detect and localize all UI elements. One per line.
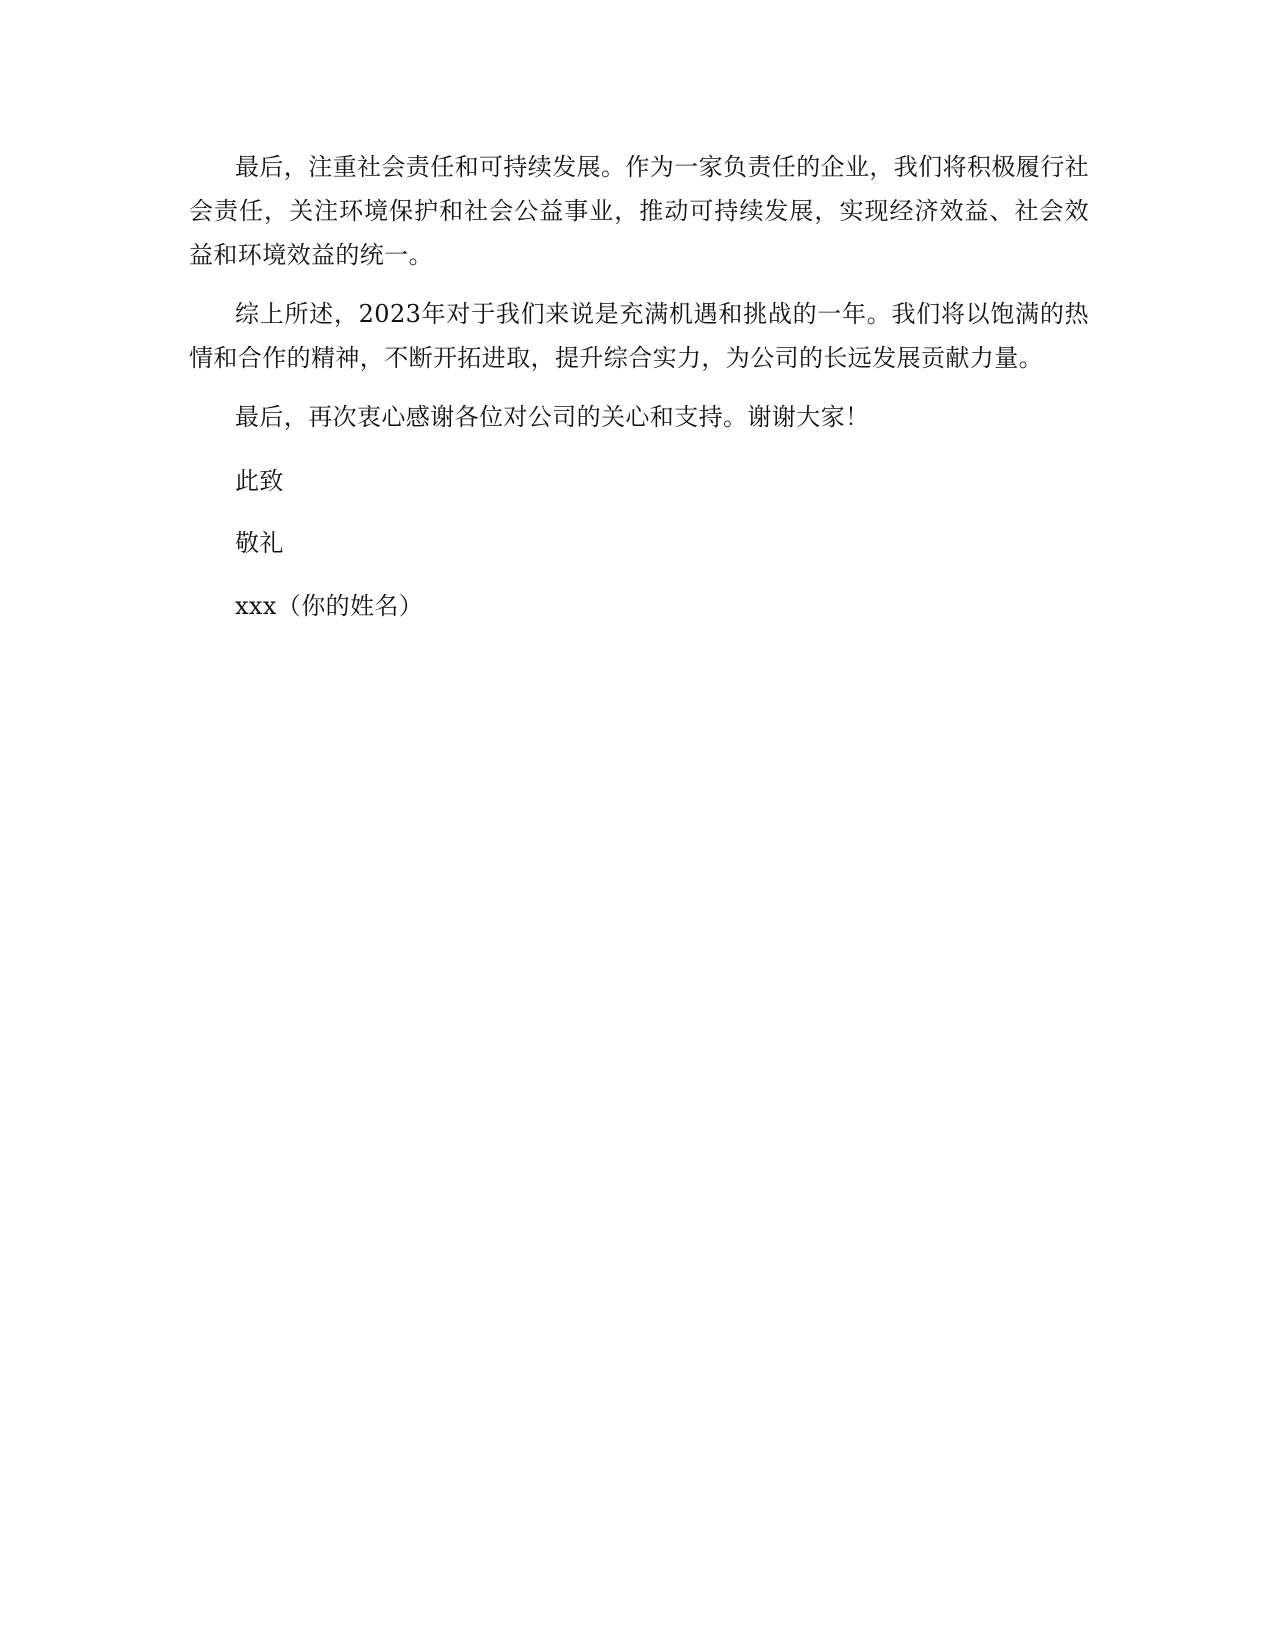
signature-line: xxx（你的姓名） [235,592,424,620]
closing-regards: 敬礼 [235,529,284,557]
document-body [189,145,1089,628]
paragraph-thanks: 最后，再次衷心感谢各位对公司的关心和支持。谢谢大家！ [235,403,870,431]
paragraph-summary: 综上所述，2023年对于我们来说是充满机遇和挑战的一年。我们将以饱满的热情和合作的精神，不断开拓进取，提升综合实力，为公司的长远发展贡献力量。 [189,300,1089,372]
paragraph-social-responsibility: 最后，注重社会责任和可持续发展。作为一家负责任的企业，我们将积极履行社会责任，关注环境保护和社会公益事业，推动可持续发展，实现经济效益、社会效益和环境效益的统一。 [189,153,1089,269]
closing-salutation: 此致 [235,467,284,495]
